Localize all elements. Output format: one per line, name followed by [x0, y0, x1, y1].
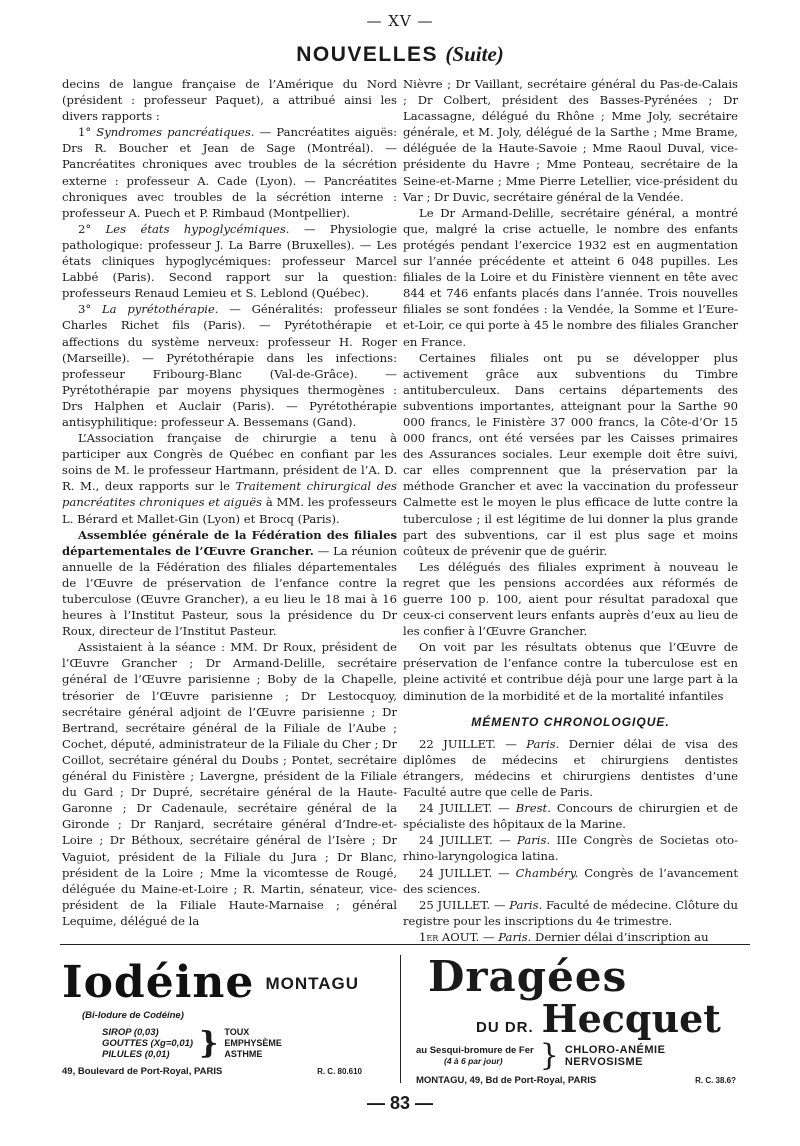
paragraph-text: Nièvre ; Dr Vaillant, secrétaire général du Pas-de-Calais ; Dr Colbert, président des Basses-Pyrénées ; Dr Lacassagne, délégué du Rhône ; Mme Joly, secrétaire générale, et M. Joly, délégué de la Sarthe ; Mme Brame, déléguée de la Haute-Savoie ; Mme Raoul Duval, vice-présidente du Havre ; Mme Ponteau, secrétaire de la Seine-et-Marne ; Mme Pierre Letellier, vice-président du Var ; Dr Duvic, secrétaire général de la Vendée. — [403, 77, 738, 204]
paragraph — [62, 301, 397, 430]
paragraph-title: Les états hypoglycémiques. — [105, 221, 290, 236]
memento-dash: — — [492, 801, 516, 816]
memento-place: Paris. — [526, 736, 560, 751]
paragraph — [62, 124, 397, 221]
memento-entry — [403, 736, 738, 800]
ad-dragees-composition: au Sesqui-bromure de Fer — [416, 1045, 534, 1056]
memento-date: 22 JUILLET. — [419, 736, 496, 751]
paragraph — [403, 205, 738, 350]
memento-entry — [403, 897, 738, 929]
memento-dash: — — [492, 865, 516, 880]
ad-iodeine-brand: Iodéine — [62, 957, 255, 1008]
paragraph-text: — Pancréatites aiguës: Drs R. Boucher et Jean de Sage (Montréal). — Pancréatites chroniques avec troubles de la sécrétion externe : professeur A. Cade (Lyon). — Pancréatites chroniques avec troubles de la sécrétion interne : professeur A. Puech et P. Rimbaud (Montpellier). — [62, 125, 397, 220]
paragraph — [62, 639, 397, 929]
memento-dash: — — [479, 929, 499, 944]
paragraph-text: Le Dr Armand-Delille, secrétaire général, a montré que, malgré la crise actuelle, le nombre des enfants protégés pendant l’exercice 1932 est en augmentation sur l’année précédente et atteint 6 048 pupilles. Les filiales de la Loire et du Finistère viennent en tête avec 844 et 746 enfants placés dans l’année. Trois nouvelles filiales se sont fondées : la Vendée, la Somme et l’Eure-et-Loir, ce qui porte à 45 le nombre des filiales Grancher en France. — [403, 205, 738, 349]
ad-iodeine-form: PILULES (0,01) — [102, 1049, 170, 1060]
ad-iodeine-rc: R. C. 80.610 — [317, 1067, 362, 1076]
paragraph-text: — La réunion annuelle de la Fédération des filiales départementales de l’Œuvre de préservation de l’enfance contre la tuberculose (Œuvre Grancher), a eu lieu le 18 mai à 16 heures à l’Institut Pasteur, sous la présidence du Dr Roux, directeur de l’Institut Pasteur. — [62, 543, 397, 639]
memento-dash: — — [492, 833, 518, 848]
paragraph-text: — Physiologie pathologique: professeur J. La Barre (Bruxelles). — Les états cliniques hypoglycémiques: professeur Marcel Labbé (Paris). Second rapport sur la question: professeurs Renaud Lemieu et S. Leblond (Québec). — [62, 221, 397, 301]
memento-text: Congrès de l’avancement des sciences. — [403, 865, 738, 896]
title-suffix: (Suite) — [445, 42, 504, 66]
paragraph-text: Les délégués des filiales expriment à nouveau le regret que les pensions accordées aux réformés de guerre 100 p. 100, aient pour résultat paradoxal que ceux-ci conservent leurs enfants auprès d’eux au lieu de les confier à l’Œuvre Grancher. — [403, 559, 738, 639]
ads-top-rule — [60, 944, 750, 945]
paragraph-heading: Assemblée générale de la Fédération des filiales départementales de l’Œuvre Grancher. — [62, 527, 397, 558]
paragraph — [62, 76, 397, 124]
memento-text: Concours de chirurgien et de spécialiste des hôpitaux de la Marine. — [403, 801, 738, 832]
memento-date: 24 JUILLET. — [419, 801, 493, 816]
ad-iodeine-address: 49, Boulevard de Port-Royal, PARIS — [62, 1066, 223, 1077]
paragraph — [62, 430, 397, 527]
memento-place: Paris. — [517, 833, 551, 848]
memento-place: Brest. — [515, 801, 551, 816]
brace-icon: } — [199, 1025, 219, 1061]
memento-date: 24 JUILLET. — [419, 833, 493, 848]
ad-dragees-brand: Dragées — [428, 952, 628, 1001]
paragraph — [62, 221, 397, 301]
title-main: NOUVELLES — [296, 43, 439, 66]
memento-entry — [403, 865, 738, 897]
paragraph-text: On voit par les résultats obtenus que l’Œuvre de préservation de l’enfance contre la tuberculose est en pleine activité et contribue déjà pour une large part à la diminution de la morbidité et de la mortalité infantiles — [403, 640, 738, 703]
ad-dragees-dose: (4 à 6 par jour) — [444, 1056, 503, 1066]
right-paragraphs — [403, 76, 738, 704]
ad-iodeine-maker: MONTAGU — [265, 974, 360, 993]
ad-iodeine-indications — [224, 1027, 282, 1060]
paragraph — [403, 559, 738, 639]
memento-dash: — — [490, 897, 510, 912]
memento-entry — [403, 832, 738, 864]
ad-iodeine-indication: TOUX — [224, 1027, 250, 1037]
ad-iodeine-forms — [102, 1027, 193, 1060]
paragraph — [403, 76, 738, 205]
memento-dash: — — [495, 736, 527, 751]
memento-heading: MÉMENTO CHRONOLOGIQUE. — [471, 714, 670, 729]
memento-text: Dernier délai de visa des diplômes de médecins et chirurgiens dentistes étrangers, médecins et chirurgiens dentistes d’une Faculté autre que celle de Paris. — [403, 736, 739, 800]
memento-text: IIIe Congrès de Societas oto-rhino-laryngologica latina. — [403, 833, 738, 864]
memento-text: Dernier délai d’inscription au — [531, 929, 709, 944]
memento-entry — [403, 800, 738, 832]
page-folio: — XV — — [366, 12, 434, 30]
brace-icon: } — [539, 1038, 559, 1073]
paragraph-title: La pyrétothérapie. — [101, 302, 219, 317]
ad-iodeine-indication: EMPHYSÈME — [224, 1038, 282, 1048]
ad-dragees-indication: CHLORO-ANÉMIE — [564, 1044, 666, 1056]
ad-iodeine-subtitle: (Bi-Iodure de Codéine) — [82, 1010, 184, 1021]
paragraph-lead: 3° — [78, 302, 102, 317]
ad-dragees-hecquet — [416, 952, 756, 1086]
paragraph — [403, 639, 738, 703]
memento-place: Chambéry. — [515, 865, 579, 880]
paragraph-text: — Généralités: professeur Charles Richet fils (Paris). — Pyrétothérapie et affections du système nerveux: professeur H. Roger (Marseille). — Pyrétothérapie dans les infections: professeur Fribourg-Blanc (Val-de-Grâce). — Pyrétothérapie par moyens physiques thermogènes : Drs Halphen et Auclair (Paris). — Pyrétothérapie antisyphilitique: professeur A. Bessemans (Gand). — [62, 302, 398, 429]
paragraph-lead: 2° — [78, 221, 106, 236]
memento-place: Paris. — [498, 929, 532, 944]
page-number: — 83 — — [366, 1093, 434, 1113]
paragraph-title: Traitement chirurgical des pancréatites chroniques et aiguës — [62, 479, 397, 510]
ad-dragees-du: DU DR. — [476, 1019, 534, 1036]
ad-dragees-indication: NERVOSISME — [564, 1056, 643, 1068]
paragraph-lead: 1° — [78, 125, 97, 140]
memento-entry — [403, 929, 738, 945]
ads-divider — [400, 955, 401, 1083]
ad-iodeine-indication: ASTHME — [224, 1049, 263, 1059]
ad-iodeine-form: SIROP (0,03) — [102, 1027, 159, 1038]
page-title — [0, 42, 800, 67]
paragraph — [403, 350, 738, 559]
paragraph — [62, 527, 397, 640]
memento-text: Faculté de médecine. Clôture du registre pour les inscriptions du 4e trimestre. — [403, 897, 738, 928]
ad-dragees-rc: R. C. 38.6? — [695, 1076, 736, 1085]
paragraph-title: Syndromes pancréatiques. — [96, 125, 255, 140]
paragraph-text: Certaines filiales ont pu se développer plus activement grâce aux subventions du Timbre antituberculeux. Dans certains départements des subventions importantes, atteignant pour la Sarthe 90 000 francs, le Finistère 37 000 francs, la Côte-d’Or 15 000 francs, ont été versées par les Caisses primaires des Assurances sociales. Leur exemple doit être suivi, car elles comprennent que la préservation par la méthode Grancher et avec la vaccination du professeur Calmette est le moyen le plus efficace de lutte contre la tuberculose ; il est légitime de lui donner la plus grande part des subventions, car il est plus sage et moins coûteux de prévenir que de guérir. — [403, 350, 738, 558]
memento-date: 1er AOUT. — [419, 929, 480, 944]
ad-iodeine — [62, 957, 382, 1077]
paragraph-tail: à MM. les professeurs L. Bérard et Mallet-Gin (Lyon) et Brocq (Paris). — [62, 495, 397, 526]
memento-date: 24 JUILLET. — [419, 865, 493, 880]
ad-iodeine-form: GOUTTES (Xg=0,01) — [102, 1038, 194, 1049]
right-column — [403, 76, 738, 945]
left-column — [62, 76, 397, 929]
memento-place: Paris. — [509, 897, 543, 912]
paragraph-text: L’Association française de chirurgie a tenu à participer aux Congrès de Québec en confiant par les soins de M. le professeur Hartmann, président de l’A. D. R. M., deux rapports sur le — [62, 431, 397, 494]
memento-entries — [403, 736, 738, 945]
ad-dragees-name: Hecquet — [541, 996, 721, 1041]
paragraph-text: Assistaient à la séance : MM. Dr Roux, président de l’Œuvre Grancher ; Dr Armand-Delille, secrétaire général de l’Œuvre parisienne ; Boby de la Chapelle, trésorier de l’Œuvre parisienne ; Dr Lestocquoy, secrétaire général adjoint de l’Œuvre parisienne ; Dr Bertrand, secrétaire général de la Filiale de l’Aube ; Cochet, député, administrateur de la Filiale du Cher ; Dr Coillot, secrétaire général du Doubs ; Pontet, secrétaire général du Finistère ; Lavergne, président de la Filiale du Gard ; Dr Dupré, secrétaire général de la Haute-Garonne ; Dr Cadenaule, secrétaire général de la Gironde ; Dr Ranjard, secrétaire général d’Indre-et-Loire ; Dr Béthoux, secrétaire général de l’Isère ; Dr Vaguiot, président de la Filiale du Jura ; Dr Blanc, président de la Loire ; Mme la vicomtesse de Rougé, déléguée du Maine-et-Loire ; R. Martin, sénateur, vice-président de la Filiale Haute-Marnaise ; général Lequime, délégué de la — [62, 640, 397, 928]
memento-date: 25 JUILLET. — [419, 897, 491, 912]
paragraph-text: decins de langue française de l’Amérique du Nord (président : professeur Paquet), a attribué ainsi les divers rapports : — [62, 77, 397, 124]
ad-dragees-address: MONTAGU, 49, Bd de Port-Royal, PARIS — [416, 1075, 597, 1086]
